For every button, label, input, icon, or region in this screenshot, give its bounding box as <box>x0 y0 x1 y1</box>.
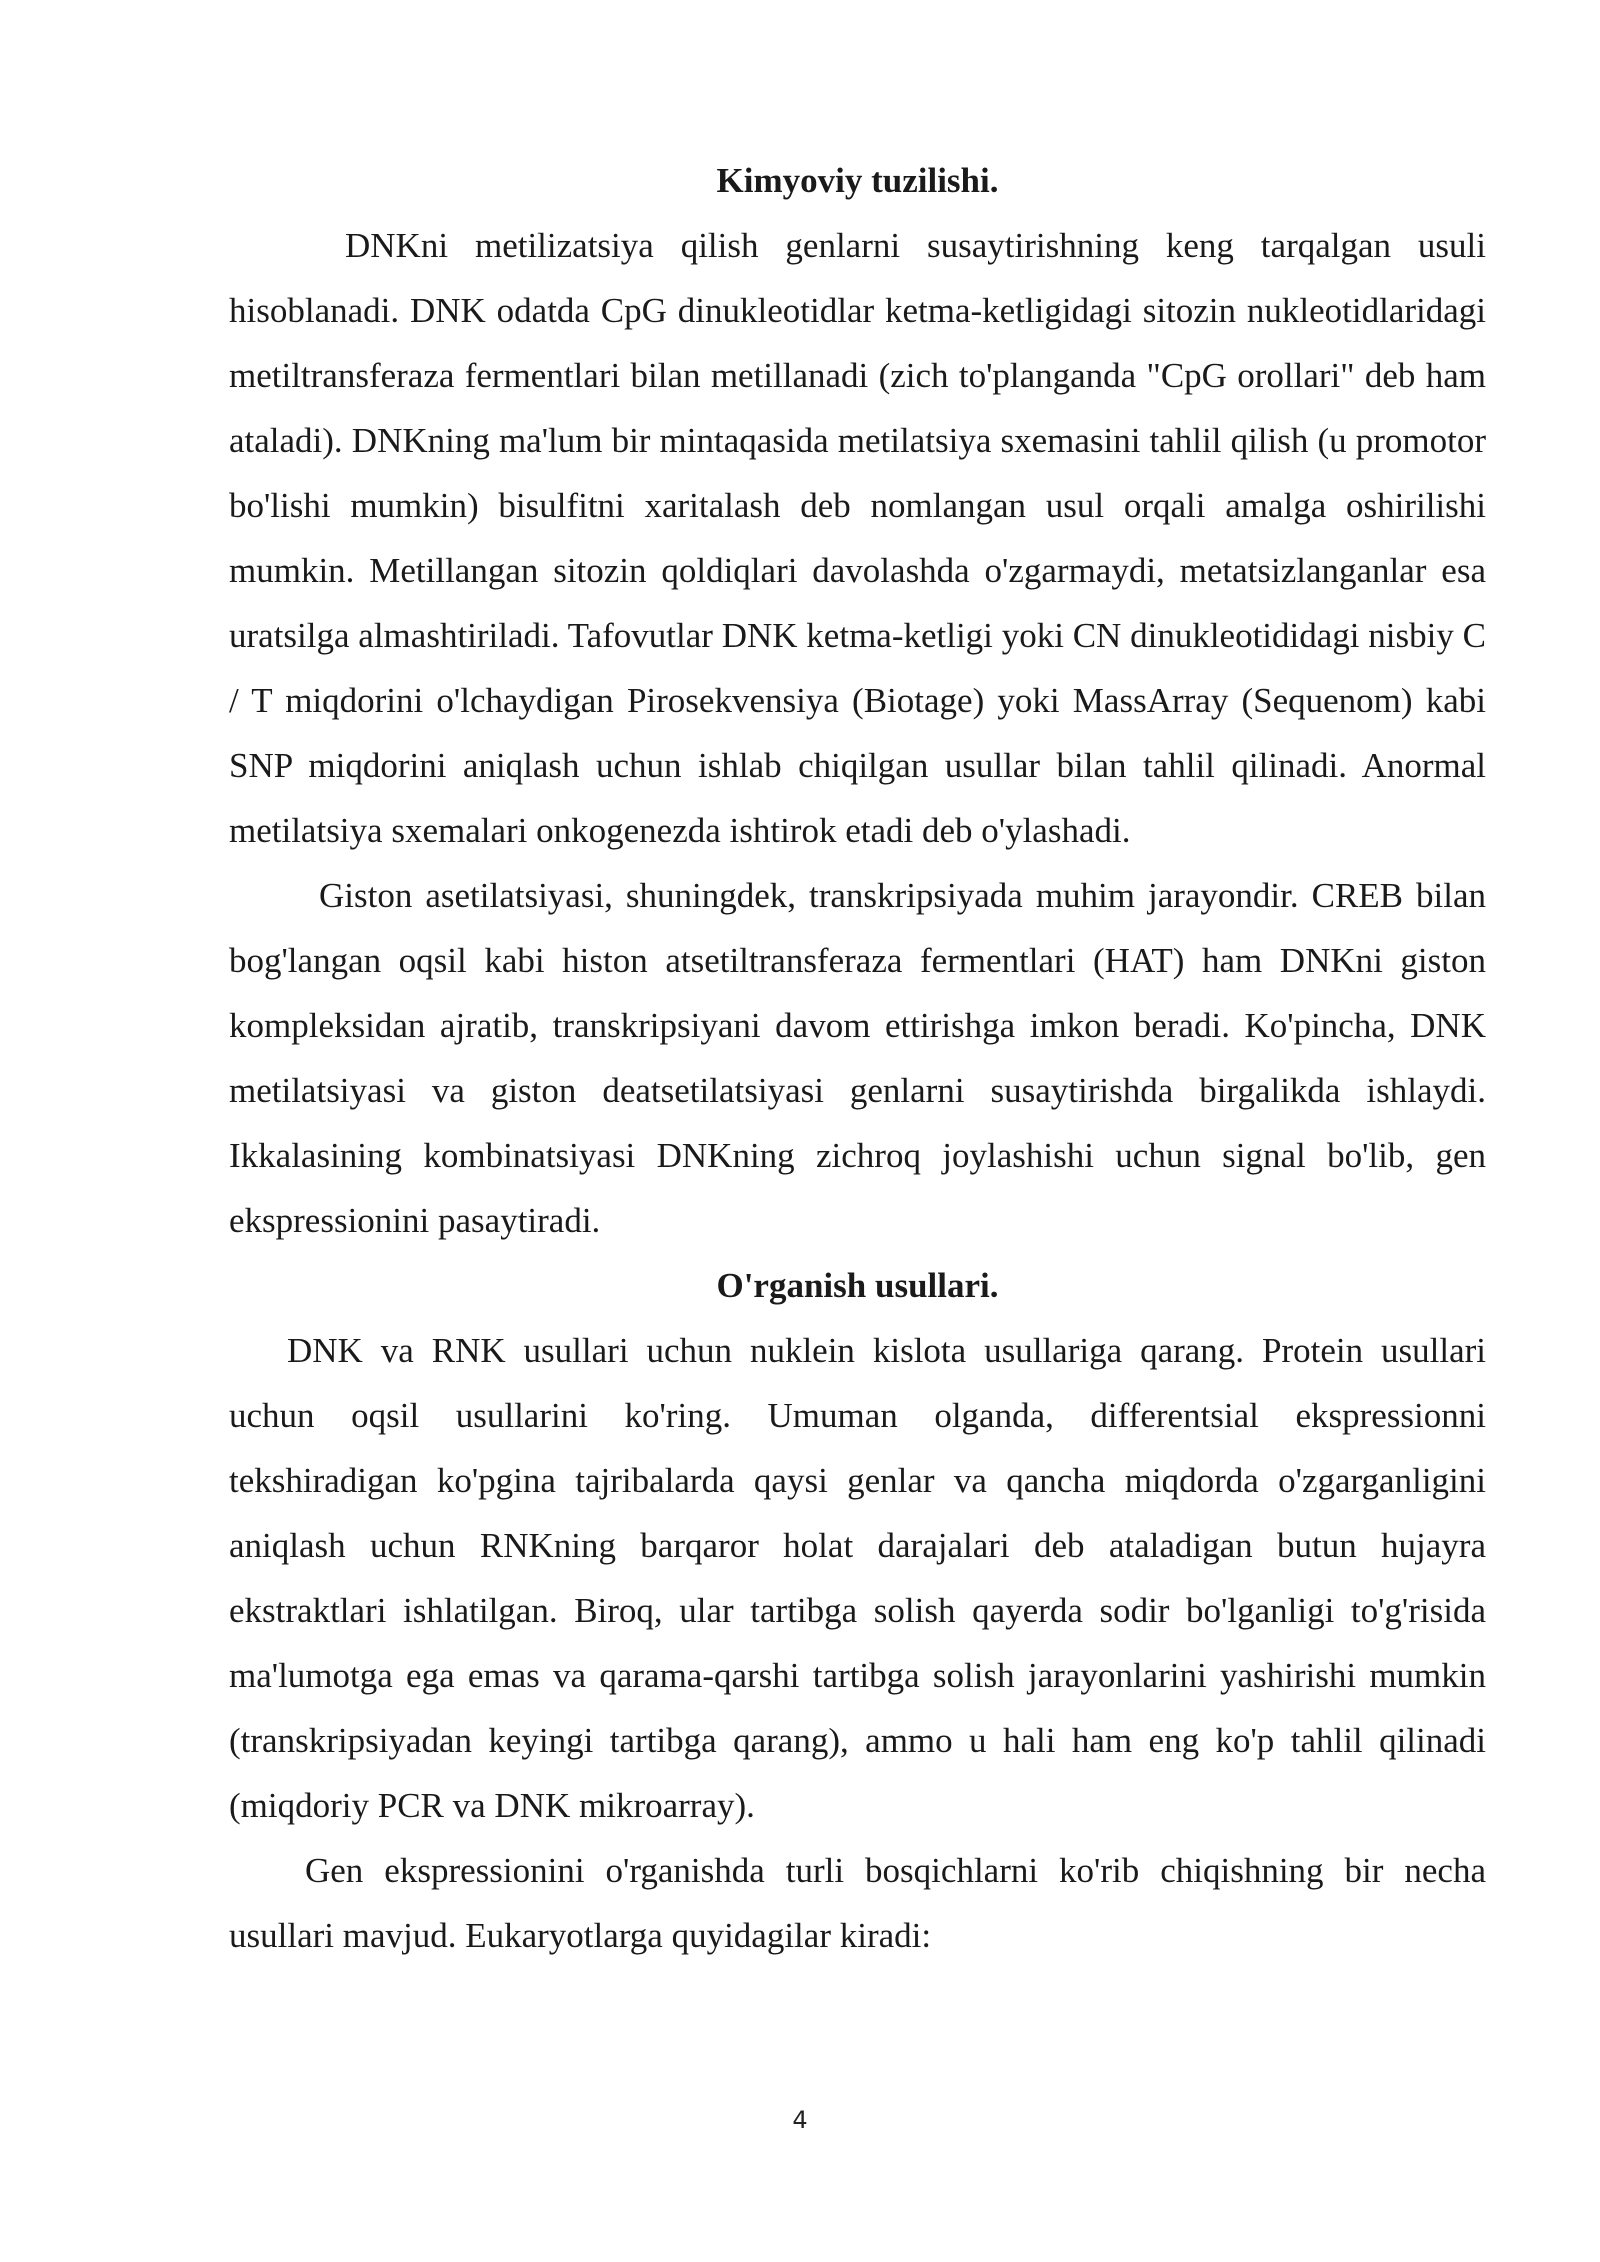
document-page <box>229 148 1486 1968</box>
paragraph-histone-acetylation: Giston asetilatsiyasi, shuningdek, transkripsiyada muhim jarayondir. CREB bilan bog'langan oqsil kabi histon atsetiltransferaza fermentlari (HAT) ham DNKni giston kompleksidan ajratib, transkripsiyani davom ettirishga imkon beradi. Ko'pincha, DNK metilatsiyasi va giston deatsetilatsiyasi genlarni susaytirishda birgalikda ishlaydi. Ikkalasining kombinatsiyasi DNKning zichroq joylashishi uchun signal bo'lib, gen ekspressionini pasaytiradi. <box>229 876 1486 1240</box>
section-heading-study-methods: O'rganish usullari. <box>716 1266 999 1305</box>
section-heading-chemical-structure: Kimyoviy tuzilishi. <box>716 161 999 200</box>
paragraph-expression-stages: Gen ekspressionini o'rganishda turli bosqichlarni ko'rib chiqishning bir necha usullari mavjud. Eukaryotlarga quyidagilar kiradi: <box>229 1851 1486 1955</box>
paragraph-dna-methylation: DNKni metilizatsiya qilish genlarni susaytirishning keng tarqalgan usuli hisoblanadi. DNK odatda CpG dinukleotidlar ketma-ketligidagi sitozin nukleotidlaridagi metiltransferaza fermentlari bilan metillanadi (zich to'planganda "CpG orollari" deb ham ataladi). DNKning ma'lum bir mintaqasida metilatsiya sxemasini tahlil qilish (u promotor bo'lishi mumkin) bisulfitni xaritalash deb nomlangan usul orqali amalga oshirilishi mumkin. Metillangan sitozin qoldiqlari davolashda o'zgarmaydi, metatsizlanganlar esa uratsilga almashtiriladi. Tafovutlar DNK ketma-ketligi yoki CN dinukleotididagi nisbiy C / T miqdorini o'lchaydigan Pirosekvensiya (Biotage) yoki MassArray (Sequenom) kabi SNP miqdorini aniqlash uchun ishlab chiqilgan usullar bilan tahlil qilinadi. Anormal metilatsiya sxemalari onkogenezda ishtirok etadi deb o'ylashadi. <box>229 226 1486 850</box>
page-number: 4 <box>792 2106 808 2134</box>
paragraph-rna-methods: DNK va RNK usullari uchun nuklein kislota usullariga qarang. Protein usullari uchun oqsil usullarini ko'ring. Umuman olganda, differentsial ekspressionni tekshiradigan ko'pgina tajribalarda qaysi genlar va qancha miqdorda o'zgarganligini aniqlash uchun RNKning barqaror holat darajalari deb ataladigan butun hujayra ekstraktlari ishlatilgan. Biroq, ular tartibga solish qayerda sodir bo'lganligi to'g'risida ma'lumotga ega emas va qarama-qarshi tartibga solish jarayonlarini yashirishi mumkin (transkripsiyadan keyingi tartibga qarang), ammo u hali ham eng ko'p tahlil qilinadi (miqdoriy PCR va DNK mikroarray). <box>229 1331 1486 1825</box>
